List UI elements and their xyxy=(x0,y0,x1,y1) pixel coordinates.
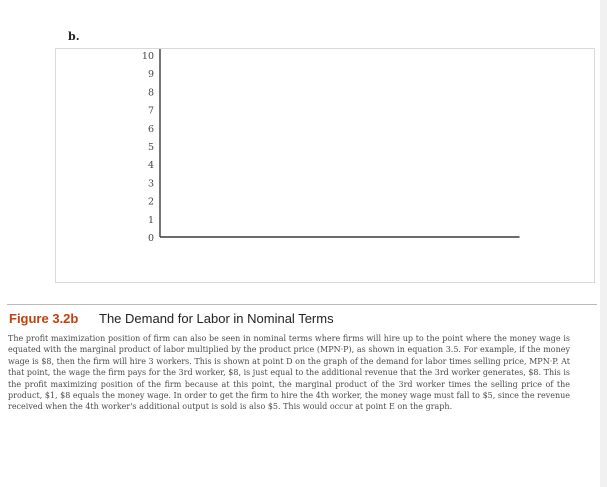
figure-caption: The profit maximization position of firm can also be seen in nominal terms where firms will hire up to the point where the money wage is equated with the marginal product of labor multiplied by the product price (MPN·P), as shown in equation 3.5. For example, if the money wage is $8, then the firm will hire 3 workers. This is shown at point D on the graph of the demand for labor times selling price, MPN·P. At that point, the wage the firm pays for the 3rd worker, $8, is just equal to the additional revenue that the 3rd worker generates, $8. This is the profit maximizing position of the firm because at this point, the marginal product of the 3rd worker times the selling price of the product, $1, $8 equals the money wage. In order to get the firm to hire the 4th worker, the money wage must fall to $5, since the revenue received when the 4th worker's additional output is sold is also $5. This would occur at point E on the graph. xyxy=(8,334,570,412)
y-tick-label: 1 xyxy=(147,214,154,226)
page-edge xyxy=(600,0,607,487)
y-tick-label: 4 xyxy=(147,160,154,172)
panel-label: b. xyxy=(68,30,80,43)
figure-title: The Demand for Labor in Nominal Terms xyxy=(99,311,334,326)
y-tick-label: 8 xyxy=(147,87,154,99)
y-tick-label: 2 xyxy=(147,196,154,208)
y-tick-label: 0 xyxy=(147,233,154,244)
y-tick-label: 6 xyxy=(147,123,154,135)
y-tick-label: 7 xyxy=(147,105,154,117)
figure-number: Figure 3.2b xyxy=(9,311,79,326)
y-tick-label: 10 xyxy=(141,51,154,62)
y-tick-label: 5 xyxy=(147,142,154,153)
figure-header xyxy=(7,304,597,331)
y-tick-label: 9 xyxy=(147,69,154,81)
y-tick-label: 3 xyxy=(147,178,154,190)
